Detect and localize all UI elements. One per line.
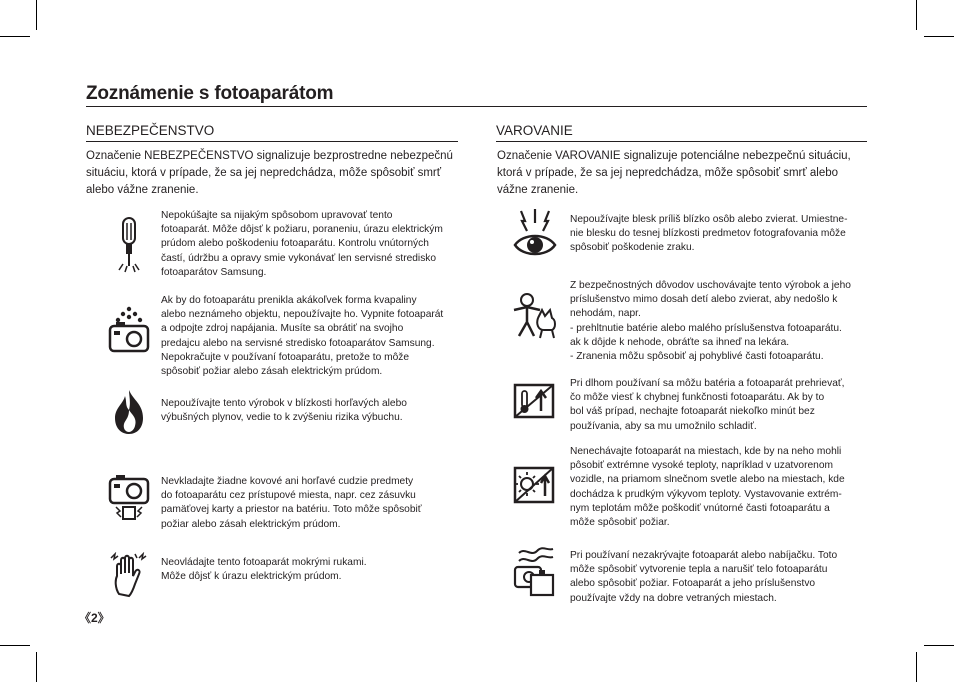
camera-card-slot-icon xyxy=(108,473,150,525)
warning-divider xyxy=(496,141,867,142)
warning-intro: Označenie VAROVANIE signalizuje potenciálne nebezpečnú situáciu, ktorá v prípade, že sa jej nepredchádza, môže spôsobiť smrť alebo vážne zranenie. xyxy=(497,150,851,196)
item-text: Ak by do fotoaparátu prenikla akákoľvek forma kvapaliny alebo neznámeho objektu, nepoužívajte ho. Vypnite fotoaparát a odpojte zdroj napájania. Musíte sa obrátiť na svojho predajcu alebo na servisné stredisko fotoaparátov Samsung. Nepokračujte v používaní fotoaparátu, pretože to môže spôsobiť požiar alebo zásah elektrickým prúdom. xyxy=(161,295,444,378)
crop-mark xyxy=(916,0,917,30)
item-text: Nepoužívajte blesk príliš blízko osôb alebo zvierat. Umiestne- nie blesku do tesnej blízkosti predmetov fotografovania môže spôsobiť poškodenie zraku. xyxy=(570,214,848,254)
child-pet-icon xyxy=(512,292,558,340)
crop-mark xyxy=(0,645,30,646)
item-text: Nenechávajte fotoaparát na miestach, kde by na neho mohli pôsobiť extrémne vysoké teploty, napríklad v uzatvorenom vozidle, na priamom slnečnom svetle alebo na miestach, kde dochádza k prudkým výkyvom teploty. Vystavovanie extrém- nym teplotám môže poškodiť vnútorné časti fotoaparátu a môže spôsobiť požiar. xyxy=(570,446,845,529)
crop-mark xyxy=(0,36,30,37)
list-item xyxy=(570,377,870,434)
item-text: Nepoužívajte tento výrobok v blízkosti horľavých alebo výbušných plynov, vedie to k zvýšeniu rizika výbuchu. xyxy=(161,398,407,424)
item-text: Pri dlhom používaní sa môžu batéria a fotoaparát prehrievať, čo môže viesť k chybnej funkčnosti fotoaparátu. Ak by to bol váš prípad, nechajte fotoaparát niekoľko minút bez používania, aby sa mu umožnilo schladiť. xyxy=(570,378,845,432)
page-number: 《2》 xyxy=(79,611,110,625)
page-title: Zoznámenie s fotoaparátom xyxy=(86,83,334,104)
list-item xyxy=(161,556,461,584)
fire-icon xyxy=(109,388,149,436)
danger-divider xyxy=(86,141,458,142)
liquid-camera-icon xyxy=(108,306,150,354)
item-text: Pri používaní nezakrývajte fotoaparát alebo nabíjačku. Toto môže spôsobiť vytvorenie tepla a narušiť telo fotoaparátu alebo spôsobiť požiar. Fotoaparát a jeho príslušenstvo používajte vždy na dobre vetraných miestach. xyxy=(570,550,838,604)
list-item xyxy=(570,213,870,256)
list-item xyxy=(570,279,870,364)
crop-mark xyxy=(36,0,37,30)
list-item xyxy=(161,397,461,425)
item-text: Z bezpečnostných dôvodov uschovávajte tento výrobok a jeho príslušenstvo mimo dosah detí alebo zvierat, aby nedošlo k nehodám, napr. - prehltnutie batérie alebo malého príslušenstva fotoaparátu. ak k dôjde k nehode, obráťte sa ihneď na lekára. - Zranenia môžu spôsobiť aj pohyblivé časti fotoaparátu. xyxy=(570,280,851,363)
list-item xyxy=(161,294,461,379)
covered-charger-icon xyxy=(513,545,557,597)
flash-eye-icon xyxy=(513,209,557,259)
item-text: Nepokúšajte sa nijakým spôsobom upravovať tento fotoaparát. Môže dôjsť k požiaru, poraneniu, úrazu elektrickým prúdom alebo poškodeniu fotoaparátu. Kontrolu vnútorných častí, údržbu a opravy smie vykonávať len servisné stredisko fotoaparátov Samsung. xyxy=(161,210,443,278)
list-item xyxy=(570,549,870,606)
crop-mark xyxy=(924,36,954,37)
crop-mark xyxy=(924,645,954,646)
sun-heat-icon xyxy=(513,466,555,506)
title-divider xyxy=(86,106,867,107)
crop-mark xyxy=(36,652,37,682)
list-item xyxy=(161,209,461,280)
item-text: Neovládajte tento fotoaparát mokrými rukami. Môže dôjsť k úrazu elektrickým prúdom. xyxy=(161,557,367,583)
list-item xyxy=(161,475,461,532)
wet-hand-icon xyxy=(109,552,149,598)
danger-heading: NEBEZPEČENSTVO xyxy=(86,123,215,138)
crop-mark xyxy=(916,652,917,682)
screwdriver-icon xyxy=(113,214,145,274)
item-text: Nevkladajte žiadne kovové ani horľavé cudzie predmety do fotoaparátu cez prístupové miesta, napr. cez zásuvku pamäťovej karty a priestor na batériu. Toto môže spôsobiť požiar alebo zásah elektrickým prúdom. xyxy=(161,476,422,530)
warning-heading: VAROVANIE xyxy=(496,123,573,138)
list-item xyxy=(570,445,870,530)
danger-intro: Označenie NEBEZPEČENSTVO signalizuje bezprostredne nebezpečnú situáciu, ktorá v prípade, že sa jej nepredchádza, môže spôsobiť smrť alebo vážne zranenie. xyxy=(86,150,453,196)
heat-thermometer-icon xyxy=(513,383,555,421)
